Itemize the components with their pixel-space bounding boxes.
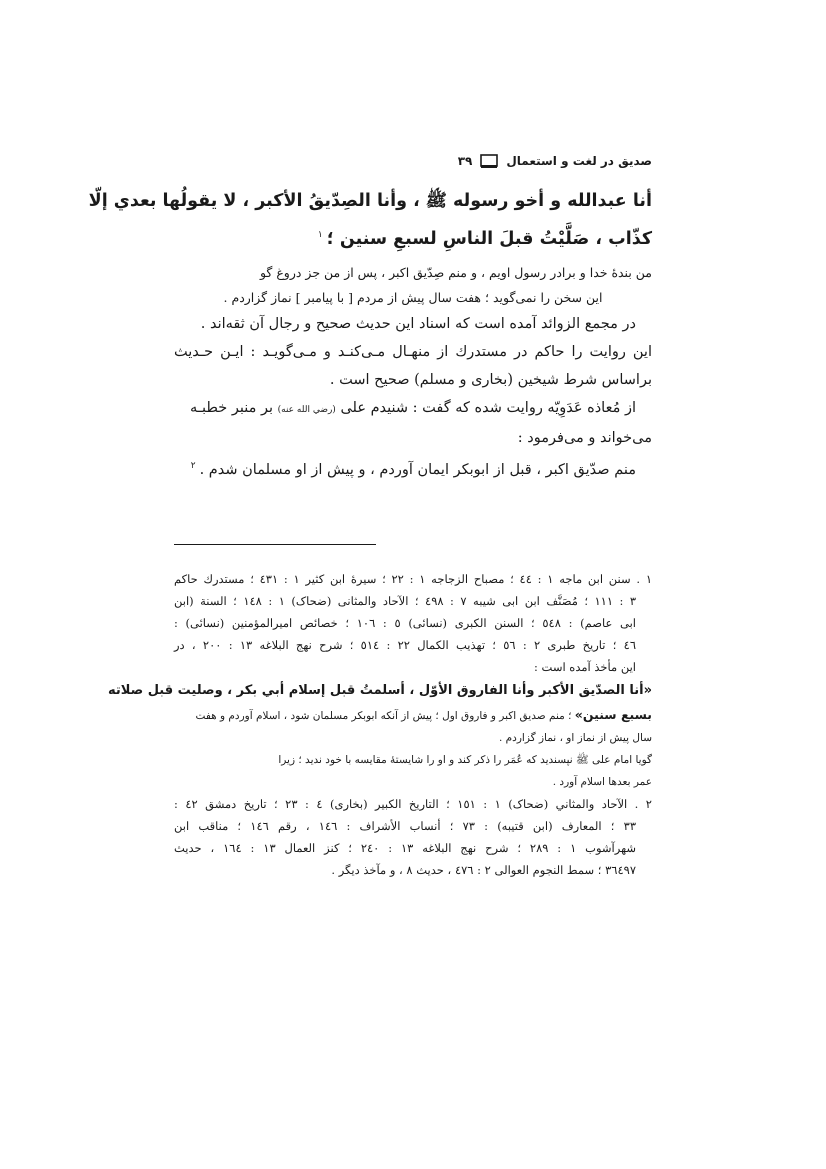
paragraph-3-line-1 xyxy=(174,394,652,424)
running-head-title: صديق در لغت و استعمال xyxy=(506,154,652,168)
footnote-1-line-4: ٤٦ ؛ تاريخ طبرى ۲ : ٥٦ ؛ تهذيب الكمال ۲۲ : ٥۱٤ ؛ شرح نهج البلاغه ۱۳ : ۲۰۰ ، در xyxy=(174,638,637,652)
book-icon xyxy=(480,154,498,169)
footnote-comment-line-1: گويا امام على ﷺ نپسنديد كه عُمَر را ذكر كند و او را شايستهٔ مقايسه با خود نديد ؛ زيرا xyxy=(278,754,652,766)
footnote-quote-rest: ؛ منم صديق اكبر و فاروق اول ؛ پيش از آنكه ابوبكر مسلمان شود ، اسلام آوردم و هفت xyxy=(195,710,572,722)
translation-line-1: من بندهٔ خدا و برادر رسول اويم ، و منم صِدّيق اكبر ، پس از من جز دروغ گو xyxy=(259,264,652,280)
footnote-quote-line-1: «أنا الصدّيق الأكبر وأنا الفاروق الأوّل ، أسلمتُ قبل إسلام أبي بكر ، وصليت قبل صلاته xyxy=(107,683,652,698)
running-head xyxy=(174,150,652,172)
arabic-quote-line-2 xyxy=(174,218,652,256)
paragraph-4 xyxy=(174,452,652,484)
persian-translation xyxy=(174,260,652,310)
arabic-hadith-quote xyxy=(88,184,652,256)
translation-line-2: اين سخن را نمى‌گويد ؛ هفت سال پيش از مردم [ با پيامبر ] نماز گزاردم . xyxy=(223,289,603,305)
footnote-1-line-2: ۳ : ۱۱۱ ؛ مُصَنَّف ابن ابى شيبه ۷ : ٤۹۸ ؛ الآحاد والمثانى (ضحاک) ۱ : ۱٤۸ ؛ السنة (ابن xyxy=(174,594,637,608)
body-paragraphs xyxy=(174,310,652,484)
footnote-2-line-4: ۳٦٤۹۷ ؛ سمط النجوم العوالى ۲ : ٤۷٦ ، حديث ۸ ، و مآخذ ديگر . xyxy=(331,863,636,877)
paragraph-3-text-a: از مُعاذه عَدَوِيّه روايت شده كه گفت : شنيدم على xyxy=(340,399,636,416)
footnote-quote-bold: بسبع سنين» xyxy=(574,707,652,722)
footnote-2-line-3: شهرآشوب ۱ : ۲۸۹ ؛ شرح نهج البلاغه ۱۳ : ۲٤۰ ؛ كنز العمال ۱۳ : ۱٦٤ ، حديث xyxy=(174,841,637,855)
honorific-note: (رضي الله عنه) xyxy=(277,404,336,415)
paragraph-2-line-2: براساس شرط شيخين (بخارى و مسلم) صحيح است . xyxy=(329,371,652,388)
footnote-1-line-3: ابى عاصم) : ٥٤۸ ؛ السنن الكبرى (نسائى) ٥ : ۱۰٦ ؛ خصائص اميرالمؤمنين (نسائى) : xyxy=(174,616,637,630)
footnote-quote-line-3: سال پيش از نماز او ، نماز گزاردم . xyxy=(499,732,652,744)
footnote-ref-1: ۱ xyxy=(317,230,323,240)
footnotes xyxy=(107,568,653,881)
footnote-1-line-5: اين مأخذ آمده است : xyxy=(534,660,636,674)
footnote-comment-line-2: عمر بعدها اسلام آورد . xyxy=(552,776,652,788)
footnote-quote-line-2 xyxy=(174,704,652,727)
footnote-separator xyxy=(174,544,376,545)
arabic-quote-line-2-text: كذّاب ، صَلَّيْتُ قبلَ الناسِ لسبعِ سنين ؛ xyxy=(326,228,652,249)
arabic-quote-line-1: أنا عبدالله و أخو رسوله ﷺ ، وأنا الصِدّيقُ الأكبر ، لا يقولُها بعدي إلّا xyxy=(88,191,652,211)
footnote-1-line-1: ۱ . سنن ابن ماجه ۱ : ٤٤ ؛ مصباح الزجاجه ۱ : ۲۲ ؛ سيرهٔ ابن كثير ۱ : ٤۳۱ ؛ مستدرك حاكم xyxy=(174,572,653,586)
footnote-2-line-2: ۳۳ ؛ المعارف (ابن قتيبه) : ۷۳ ؛ أنساب الأشراف : ۱٤٦ ، رقم ۱٤٦ ؛ مناقب ابن xyxy=(174,819,636,833)
paragraph-4-text: منم صدّيق اكبر ، قبل از ابوبكر ايمان آوردم ، و پيش از او مسلمان شدم . xyxy=(199,461,636,478)
footnote-ref-2: ۲ xyxy=(190,460,196,471)
footnote-2-line-1: ۲ . الآحاد والمثاني (ضحاک) ۱ : ۱٥۱ ؛ التاريخ الكبير (بخارى) ٤ : ۲۳ ؛ تاريخ دمشق ٤۲ : xyxy=(174,797,652,811)
paragraph-1: در مجمع الزوائد آمده است كه اسناد اين حديث صحيح و رجال آن ثقه‌اند . xyxy=(200,315,636,332)
paragraph-3-line-2: مى‌خواند و مى‌فرمود : xyxy=(517,429,652,446)
page-number: ۳۹ xyxy=(457,154,473,168)
page-body xyxy=(88,150,653,877)
paragraph-3-text-b: بر منبر خطبـه xyxy=(189,399,274,416)
paragraph-2-line-1: اين روايت را حاكم در مستدرك از منهـال مـى‌كنـد و مـى‌گويـد : ايـن حـديث xyxy=(174,343,652,360)
